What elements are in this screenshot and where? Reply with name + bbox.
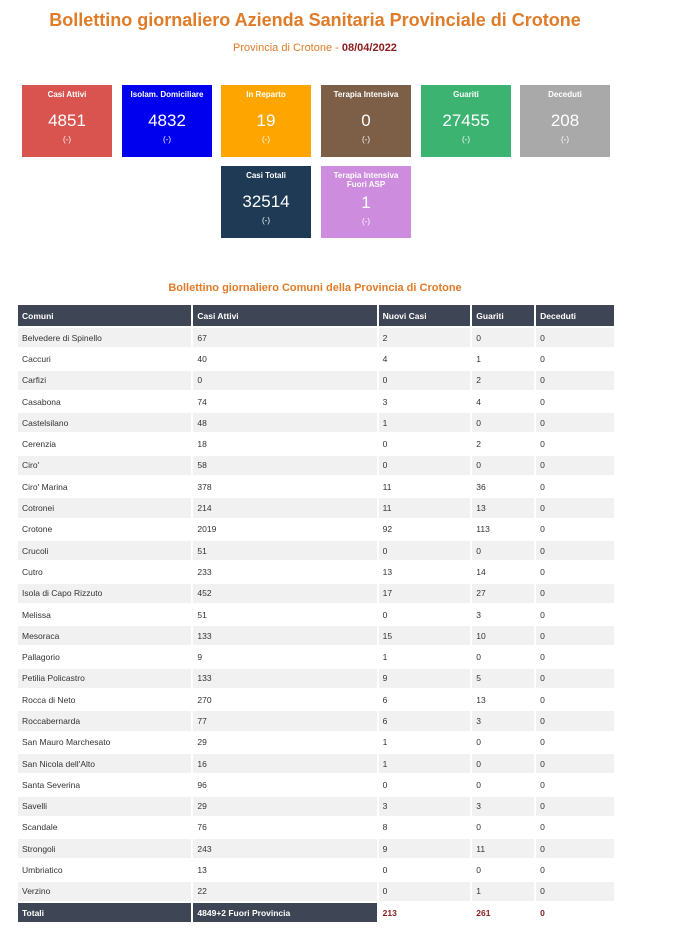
card-terapia-intensiva bbox=[321, 85, 411, 157]
cell-guariti: 0 bbox=[472, 645, 534, 666]
cell-comune: Cerenzia bbox=[18, 432, 191, 453]
cell-casi-attivi: 51 bbox=[193, 539, 376, 560]
totals-row bbox=[18, 901, 614, 922]
cell-nuovi-casi: 4 bbox=[379, 347, 471, 368]
table-row bbox=[18, 560, 614, 581]
table-row bbox=[18, 837, 614, 858]
card-change: (-) bbox=[561, 135, 569, 144]
cell-comune: Crucoli bbox=[18, 539, 191, 560]
cell-nuovi-casi: 9 bbox=[379, 667, 471, 688]
cell-nuovi-casi: 3 bbox=[379, 795, 471, 816]
cell-guariti: 0 bbox=[472, 454, 534, 475]
card-deceduti bbox=[520, 85, 610, 157]
totals-label: Totali bbox=[18, 901, 191, 922]
province-label: Provincia di Crotone - bbox=[233, 42, 342, 54]
table-row bbox=[18, 411, 614, 432]
header-guariti: Guariti bbox=[472, 305, 534, 326]
page-title: Bollettino giornaliero Azienda Sanitaria Provinciale di Crotone bbox=[49, 10, 581, 30]
card-label: Deceduti bbox=[548, 90, 582, 99]
cell-guariti: 4 bbox=[472, 390, 534, 411]
cell-nuovi-casi: 6 bbox=[379, 709, 471, 730]
cell-deceduti: 0 bbox=[536, 816, 614, 837]
cell-guariti: 13 bbox=[472, 688, 534, 709]
cell-nuovi-casi: 1 bbox=[379, 752, 471, 773]
cell-casi-attivi: 96 bbox=[193, 773, 376, 794]
cell-deceduti: 0 bbox=[536, 709, 614, 730]
card-terapia-intensiva-fuori-asp bbox=[321, 166, 411, 238]
header-deceduti: Deceduti bbox=[536, 305, 614, 326]
cell-guariti: 5 bbox=[472, 667, 534, 688]
cell-comune: Roccabernarda bbox=[18, 709, 191, 730]
totals-guariti: 261 bbox=[472, 901, 534, 922]
card-label: Casi Attivi bbox=[47, 90, 87, 99]
table-row bbox=[18, 432, 614, 453]
cell-comune: Savelli bbox=[18, 795, 191, 816]
cell-guariti: 0 bbox=[472, 731, 534, 752]
cell-comune: Castelsilano bbox=[18, 411, 191, 432]
cell-guariti: 11 bbox=[472, 837, 534, 858]
cell-guariti: 3 bbox=[472, 603, 534, 624]
cell-comune: Ciro' Marina bbox=[18, 475, 191, 496]
cell-comune: Cutro bbox=[18, 560, 191, 581]
table-row bbox=[18, 858, 614, 879]
cell-deceduti: 0 bbox=[536, 390, 614, 411]
cell-guariti: 2 bbox=[472, 369, 534, 390]
cell-guariti: 2 bbox=[472, 432, 534, 453]
table-row bbox=[18, 347, 614, 368]
cell-casi-attivi: 51 bbox=[193, 603, 376, 624]
table-row bbox=[18, 688, 614, 709]
cell-guariti: 0 bbox=[472, 858, 534, 879]
cell-deceduti: 0 bbox=[536, 603, 614, 624]
card-value: 32514 bbox=[242, 192, 290, 211]
card-label: Guariti bbox=[453, 90, 479, 99]
cell-casi-attivi: 233 bbox=[193, 560, 376, 581]
cell-comune: Rocca di Neto bbox=[18, 688, 191, 709]
cell-guariti: 3 bbox=[472, 709, 534, 730]
cell-comune: Pallagorio bbox=[18, 645, 191, 666]
cell-comune: Santa Severina bbox=[18, 773, 191, 794]
table-row bbox=[18, 709, 614, 730]
card-change: (-) bbox=[262, 216, 270, 225]
cell-casi-attivi: 243 bbox=[193, 837, 376, 858]
cell-casi-attivi: 13 bbox=[193, 858, 376, 879]
table-row bbox=[18, 816, 614, 837]
card-value: 27455 bbox=[442, 111, 490, 130]
card-change: (-) bbox=[362, 217, 370, 226]
cell-nuovi-casi: 6 bbox=[379, 688, 471, 709]
card-label: In Reparto bbox=[246, 90, 286, 99]
table-row bbox=[18, 390, 614, 411]
cell-nuovi-casi: 17 bbox=[379, 582, 471, 603]
cell-nuovi-casi: 1 bbox=[379, 411, 471, 432]
table-row bbox=[18, 795, 614, 816]
cell-casi-attivi: 452 bbox=[193, 582, 376, 603]
card-value: 4851 bbox=[48, 111, 86, 130]
cell-casi-attivi: 22 bbox=[193, 880, 376, 901]
cell-nuovi-casi: 2 bbox=[379, 326, 471, 347]
card-value: 208 bbox=[550, 111, 580, 130]
table-row bbox=[18, 603, 614, 624]
table-row bbox=[18, 582, 614, 603]
table-row bbox=[18, 326, 614, 347]
cell-nuovi-casi: 9 bbox=[379, 837, 471, 858]
table-row bbox=[18, 752, 614, 773]
cell-guariti: 10 bbox=[472, 624, 534, 645]
card-change: (-) bbox=[462, 135, 470, 144]
cell-casi-attivi: 58 bbox=[193, 454, 376, 475]
table-row bbox=[18, 454, 614, 475]
table-row bbox=[18, 518, 614, 539]
cell-guariti: 113 bbox=[472, 518, 534, 539]
cell-deceduti: 0 bbox=[536, 837, 614, 858]
cell-nuovi-casi: 11 bbox=[379, 475, 471, 496]
cell-deceduti: 0 bbox=[536, 858, 614, 879]
cell-casi-attivi: 270 bbox=[193, 688, 376, 709]
cell-nuovi-casi: 0 bbox=[379, 369, 471, 390]
cell-nuovi-casi: 0 bbox=[379, 603, 471, 624]
cell-casi-attivi: 9 bbox=[193, 645, 376, 666]
cell-deceduti: 0 bbox=[536, 731, 614, 752]
cell-nuovi-casi: 0 bbox=[379, 539, 471, 560]
cell-comune: Carfizi bbox=[18, 369, 191, 390]
cell-nuovi-casi: 13 bbox=[379, 560, 471, 581]
totals-nuovi-casi: 213 bbox=[379, 901, 471, 922]
cell-deceduti: 0 bbox=[536, 369, 614, 390]
page-subtitle bbox=[0, 42, 630, 54]
cell-deceduti: 0 bbox=[536, 582, 614, 603]
card-label: Casi Totali bbox=[246, 171, 286, 180]
table-row bbox=[18, 645, 614, 666]
cell-guariti: 0 bbox=[472, 539, 534, 560]
cell-deceduti: 0 bbox=[536, 539, 614, 560]
table-row bbox=[18, 496, 614, 517]
card-value: 4832 bbox=[148, 111, 186, 130]
cell-deceduti: 0 bbox=[536, 326, 614, 347]
cell-casi-attivi: 214 bbox=[193, 496, 376, 517]
cell-comune: Scandale bbox=[18, 816, 191, 837]
cell-nuovi-casi: 8 bbox=[379, 816, 471, 837]
table-row bbox=[18, 880, 614, 901]
cell-nuovi-casi: 1 bbox=[379, 645, 471, 666]
cell-comune: Strongoli bbox=[18, 837, 191, 858]
cell-deceduti: 0 bbox=[536, 411, 614, 432]
card-value: 1 bbox=[361, 193, 371, 212]
cell-nuovi-casi: 0 bbox=[379, 880, 471, 901]
cell-casi-attivi: 2019 bbox=[193, 518, 376, 539]
cell-nuovi-casi: 92 bbox=[379, 518, 471, 539]
card-in-reparto bbox=[221, 85, 311, 157]
cell-guariti: 0 bbox=[472, 411, 534, 432]
card-change: (-) bbox=[262, 135, 270, 144]
cell-casi-attivi: 16 bbox=[193, 752, 376, 773]
cell-deceduti: 0 bbox=[536, 518, 614, 539]
cell-casi-attivi: 29 bbox=[193, 731, 376, 752]
cell-deceduti: 0 bbox=[536, 454, 614, 475]
cell-guariti: 0 bbox=[472, 773, 534, 794]
card-label: Isolam. Domiciliare bbox=[130, 90, 204, 99]
cell-deceduti: 0 bbox=[536, 752, 614, 773]
table-row bbox=[18, 539, 614, 560]
card-change: (-) bbox=[163, 135, 171, 144]
cell-casi-attivi: 74 bbox=[193, 390, 376, 411]
cell-deceduti: 0 bbox=[536, 667, 614, 688]
report-date: 08/04/2022 bbox=[341, 42, 397, 54]
card-casi-attivi bbox=[22, 85, 112, 157]
header-casi-attivi: Casi Attivi bbox=[193, 305, 376, 326]
cell-guariti: 1 bbox=[472, 347, 534, 368]
cell-comune: San Mauro Marchesato bbox=[18, 731, 191, 752]
cell-comune: Isola di Capo Rizzuto bbox=[18, 582, 191, 603]
cell-comune: Casabona bbox=[18, 390, 191, 411]
cell-deceduti: 0 bbox=[536, 432, 614, 453]
cell-deceduti: 0 bbox=[536, 880, 614, 901]
table-header-row bbox=[18, 305, 614, 326]
cell-casi-attivi: 40 bbox=[193, 347, 376, 368]
cell-deceduti: 0 bbox=[536, 347, 614, 368]
cell-deceduti: 0 bbox=[536, 688, 614, 709]
cell-nuovi-casi: 11 bbox=[379, 496, 471, 517]
cell-deceduti: 0 bbox=[536, 624, 614, 645]
cell-casi-attivi: 133 bbox=[193, 667, 376, 688]
cell-comune: Cotronei bbox=[18, 496, 191, 517]
card-label: Terapia Intensiva bbox=[333, 90, 399, 99]
card-change: (-) bbox=[362, 135, 370, 144]
totals-casi-attivi: 4849+2 Fuori Provincia bbox=[193, 901, 376, 922]
cell-deceduti: 0 bbox=[536, 475, 614, 496]
cell-comune: Ciro' bbox=[18, 454, 191, 475]
cell-nuovi-casi: 0 bbox=[379, 773, 471, 794]
cell-nuovi-casi: 0 bbox=[379, 858, 471, 879]
table-row bbox=[18, 475, 614, 496]
table-title: Bollettino giornaliero Comuni della Provincia di Crotone bbox=[168, 282, 462, 294]
cell-guariti: 1 bbox=[472, 880, 534, 901]
cell-guariti: 0 bbox=[472, 752, 534, 773]
cell-comune: Belvedere di Spinello bbox=[18, 326, 191, 347]
cell-casi-attivi: 48 bbox=[193, 411, 376, 432]
cell-comune: Umbriatico bbox=[18, 858, 191, 879]
cell-nuovi-casi: 0 bbox=[379, 432, 471, 453]
card-guariti bbox=[421, 85, 511, 157]
card-isolamento-domiciliare bbox=[122, 85, 212, 157]
cell-guariti: 14 bbox=[472, 560, 534, 581]
header-nuovi-casi: Nuovi Casi bbox=[379, 305, 471, 326]
table-row bbox=[18, 369, 614, 390]
cell-comune: Petilia Policastro bbox=[18, 667, 191, 688]
cell-comune: Caccuri bbox=[18, 347, 191, 368]
cell-deceduti: 0 bbox=[536, 795, 614, 816]
cell-guariti: 3 bbox=[472, 795, 534, 816]
cell-casi-attivi: 67 bbox=[193, 326, 376, 347]
cell-nuovi-casi: 15 bbox=[379, 624, 471, 645]
comuni-table bbox=[16, 305, 616, 922]
cell-guariti: 27 bbox=[472, 582, 534, 603]
table-row bbox=[18, 624, 614, 645]
cell-deceduti: 0 bbox=[536, 560, 614, 581]
cell-casi-attivi: 133 bbox=[193, 624, 376, 645]
cell-casi-attivi: 29 bbox=[193, 795, 376, 816]
cell-comune: Melissa bbox=[18, 603, 191, 624]
cell-casi-attivi: 378 bbox=[193, 475, 376, 496]
cell-deceduti: 0 bbox=[536, 645, 614, 666]
cell-deceduti: 0 bbox=[536, 773, 614, 794]
card-value: 19 bbox=[256, 111, 276, 130]
cell-casi-attivi: 77 bbox=[193, 709, 376, 730]
cell-casi-attivi: 76 bbox=[193, 816, 376, 837]
cell-casi-attivi: 18 bbox=[193, 432, 376, 453]
table-row bbox=[18, 731, 614, 752]
cell-comune: San Nicola dell'Alto bbox=[18, 752, 191, 773]
card-casi-totali bbox=[221, 166, 311, 238]
table-row bbox=[18, 667, 614, 688]
card-value: 0 bbox=[361, 111, 371, 130]
cell-nuovi-casi: 1 bbox=[379, 731, 471, 752]
cell-guariti: 36 bbox=[472, 475, 534, 496]
header-comuni: Comuni bbox=[18, 305, 191, 326]
cell-comune: Crotone bbox=[18, 518, 191, 539]
cell-comune: Mesoraca bbox=[18, 624, 191, 645]
cell-nuovi-casi: 3 bbox=[379, 390, 471, 411]
cell-casi-attivi: 0 bbox=[193, 369, 376, 390]
table-row bbox=[18, 773, 614, 794]
totals-deceduti: 0 bbox=[536, 901, 614, 922]
card-change: (-) bbox=[63, 135, 71, 144]
card-label: Terapia Intensiva Fuori ASP bbox=[333, 171, 399, 189]
cell-guariti: 0 bbox=[472, 326, 534, 347]
cell-guariti: 13 bbox=[472, 496, 534, 517]
cell-deceduti: 0 bbox=[536, 496, 614, 517]
cell-guariti: 0 bbox=[472, 816, 534, 837]
cell-comune: Verzino bbox=[18, 880, 191, 901]
cell-nuovi-casi: 0 bbox=[379, 454, 471, 475]
